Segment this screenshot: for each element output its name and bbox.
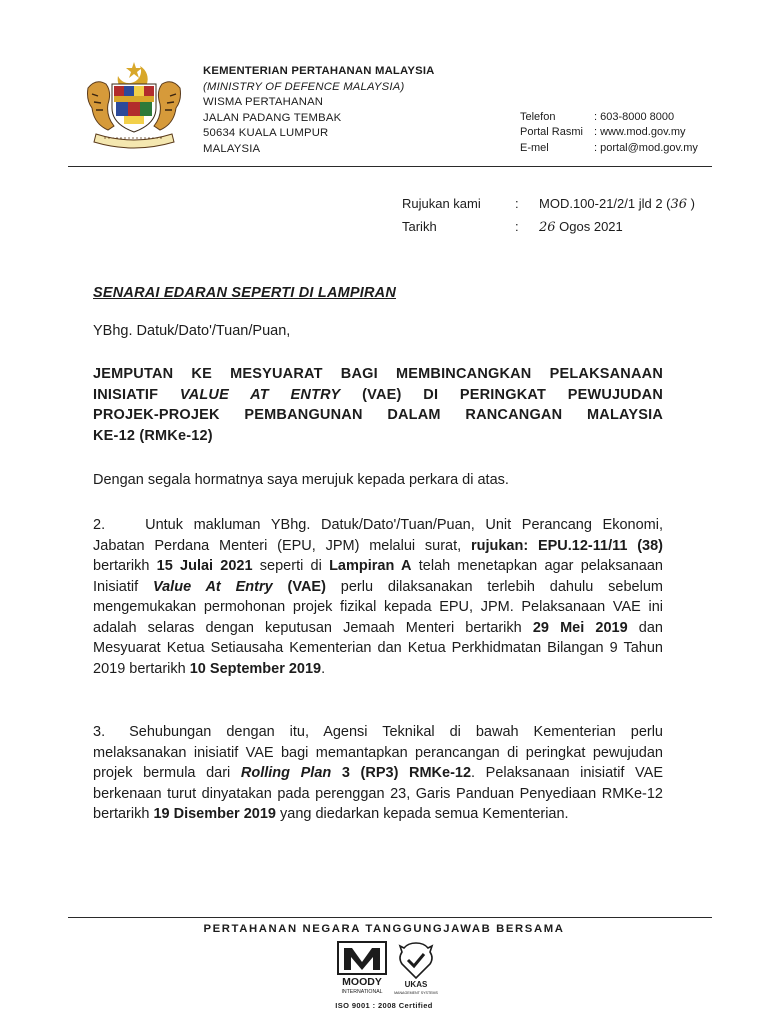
contact-label: E-mel xyxy=(520,141,549,154)
handwritten-day: 26 xyxy=(539,220,556,235)
moody-international-logo-icon xyxy=(336,940,388,1000)
footer-divider xyxy=(68,917,712,918)
contact-value: : 603-8000 8000 xyxy=(594,111,675,123)
contact-portal xyxy=(520,125,698,140)
address-line: JALAN PADANG TEMBAK xyxy=(203,111,342,124)
opening-paragraph: Dengan segala hormatnya saya merujuk kepada perkara di atas. xyxy=(93,472,509,488)
header-divider xyxy=(68,166,712,167)
contact-email xyxy=(520,141,698,156)
contact-label: Portal Rasmi xyxy=(520,126,583,139)
address-line: MALAYSIA xyxy=(203,142,261,155)
date-colon: : xyxy=(515,219,519,234)
address-line: 50634 KUALA LUMPUR xyxy=(203,127,329,140)
reference-block xyxy=(402,193,695,239)
date-row xyxy=(402,216,695,239)
paragraph-3: 3. Sehubungan dengan itu, Agensi Teknikal di bawah Kementerian perlu melaksanakan inisiatif VAE bagi memantapkan perancangan di peringkat pewujudan projek bermula dari Rolling Plan 3 (RP3) RMKe-12. Pelaksanaan inisiatif VAE berkenaan turut dinyatakan pada perenggan 23, Garis Panduan Penyediaan RMKe-12 bertarikh 19 Disember 2019 yang diedarkan kepada semua Kementerian. xyxy=(93,724,663,822)
malaysia-coat-of-arms-icon xyxy=(78,58,190,152)
contact-block xyxy=(520,110,698,156)
ukas-certification-logo-icon xyxy=(394,940,438,1000)
reference-colon: : xyxy=(515,196,519,211)
svg-text:MOODY: MOODY xyxy=(342,976,382,988)
distribution-heading: SENARAI EDARAN SEPERTI DI LAMPIRAN xyxy=(93,285,397,301)
contact-label: Telefon xyxy=(520,111,556,123)
contact-value: : www.mod.gov.my xyxy=(594,126,686,139)
subject-line: INISIATIF VALUE AT ENTRY (VAE) DI PERINGKAT PEWUJUDAN xyxy=(93,386,663,403)
reference-label: Rujukan kami xyxy=(402,196,481,211)
date-value: 26 Ogos 2021 xyxy=(539,219,623,235)
subject-heading xyxy=(93,364,663,446)
contact-value: : portal@mod.gov.my xyxy=(594,141,698,154)
svg-text:MANAGEMENT SYSTEMS: MANAGEMENT SYSTEMS xyxy=(394,991,438,995)
ministry-address xyxy=(203,64,435,158)
handwritten-number: 36 xyxy=(670,197,688,212)
address-line: WISMA PERTAHANAN xyxy=(203,96,324,109)
iso-certification: ISO 9001 : 2008 Certified xyxy=(335,1001,433,1010)
salutation: YBhg. Datuk/Dato'/Tuan/Puan, xyxy=(93,323,291,339)
ministry-name: KEMENTERIAN PERTAHANAN MALAYSIA xyxy=(203,65,435,77)
date-label: Tarikh xyxy=(402,219,437,234)
svg-text:UKAS: UKAS xyxy=(404,980,428,989)
paragraph-number: 3. xyxy=(93,724,106,740)
svg-text:INTERNATIONAL: INTERNATIONAL xyxy=(341,989,383,995)
reference-value: MOD.100-21/2/1 jld 2 (36 ) xyxy=(539,196,696,212)
contact-phone xyxy=(520,110,698,125)
subject-line: JEMPUTAN KE MESYUARAT BAGI MEMBINCANGKAN PELAKSANAAN xyxy=(93,366,663,382)
subject-line: KE-12 (RMKe-12) xyxy=(93,427,213,444)
subject-line: PROJEK-PROJEK PEMBANGUNAN DALAM RANCANGAN MALAYSIA xyxy=(93,407,663,423)
paragraph-2: 2. Untuk makluman YBhg. Datuk/Dato'/Tuan/Puan, Unit Perancang Ekonomi, Jabatan Perdana Menteri (EPU, JPM) melalui surat, rujukan: EPU.12-11/11 (38) bertarikh 15 Julai 2021 seperti di Lampiran A telah menetapkan agar pelaksanaan Inisiatif Value At Entry (VAE) perlu dilaksanakan terlebih dahulu sebelum mengemukakan permohonan projek fizikal kepada EPU, JPM. Pelaksanaan VAE ini adalah selaras dengan keputusan Jemaah Menteri bertarikh 29 Mei 2019 dan Mesyuarat Ketua Setiausaha Kementerian dan Ketua Perkhidmatan Bilangan 9 Tahun 2019 bertarikh 10 September 2019. xyxy=(93,517,664,677)
paragraph-number: 2. xyxy=(93,517,106,533)
footer-motto: PERTAHANAN NEGARA TANGGUNGJAWAB BERSAMA xyxy=(203,923,565,935)
ministry-name-english: (MINISTRY OF DEFENCE MALAYSIA) xyxy=(203,80,405,93)
reference-row xyxy=(402,193,695,216)
